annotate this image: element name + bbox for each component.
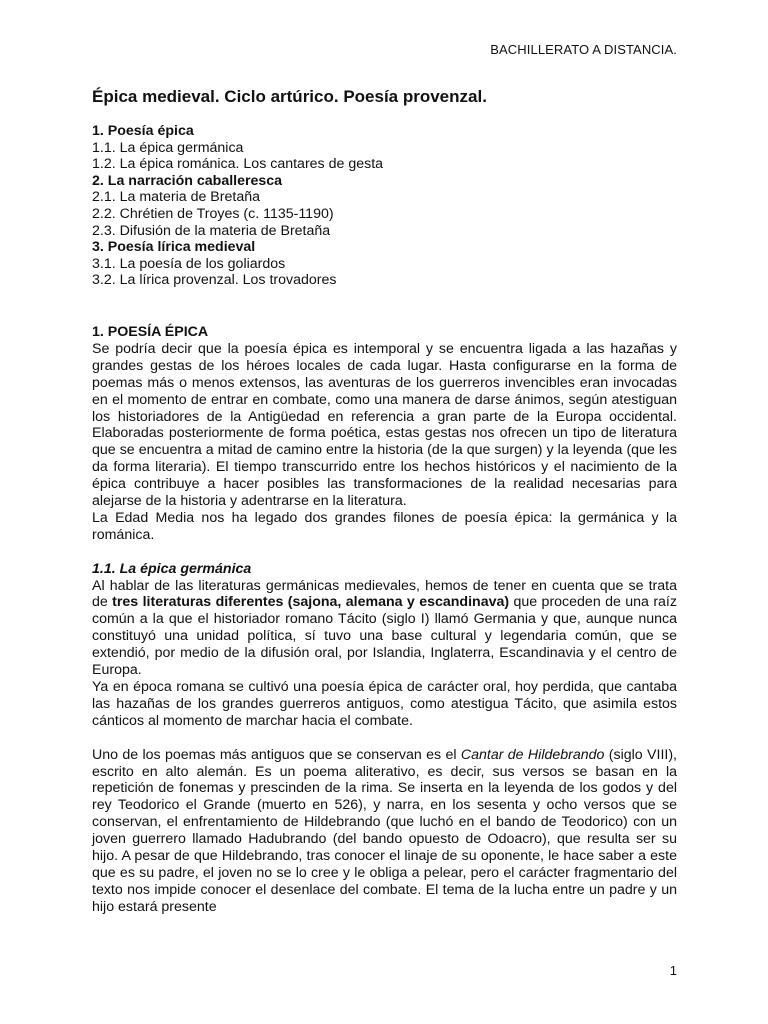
paragraph: Se podría decir que la poesía épica es intemporal y se encuentra ligada a las hazañas y grandes gestas de los héroes locales de cada lugar. Hasta configurarse en la forma de poemas más o menos extensos, las aventuras de los guerreros invencibles eran invocadas en el momento de entrar en combate, como una manera de darse ánimos, según atestiguan los historiadores de la Antigüedad en referencia a gran parte de la Europa occidental. Elaboradas posteriormente de forma poética, estas gestas nos ofrecen un tipo de literatura que se encuentra a mitad de camino entre la historia (de la que surgen) y la leyenda (que les da forma literaria). El tiempo transcurrido entre los hechos históricos y el nacimiento de la épica contribuye a hacer posibles las transformaciones de la realidad necesarias para alejarse de la historia y adentrarse en la literatura. (92, 340, 677, 510)
paragraph-spacer (92, 730, 677, 747)
paragraph-text: Al hablar de las literaturas germánicas medievales, hemos de tener en cuenta que se trata de (92, 577, 677, 611)
toc-item: 3.2. La lírica provenzal. Los trovadores (92, 272, 337, 289)
emphasis-bold: tres literaturas diferentes (sajona, alemana y escandinava) (112, 594, 510, 611)
paragraph: La Edad Media nos ha legado dos grandes filones de poesía épica: la germánica y la románica. (92, 509, 677, 543)
paragraph-text: que proceden de una raíz común a la que el historiador romano Tácito (siglo I) llamó Germania y que, aunque nunca constituyó una unidad política, sí tuvo una base cultural y legendaria común, que se extendió, por medio de la difusión oral, por Islandia, Inglaterra, Escandinavia y el centro de Europa. (92, 594, 677, 679)
toc-item: 1.2. La épica románica. Los cantares de gesta (92, 156, 384, 173)
page-number: 1 (669, 963, 677, 978)
toc-item: 1.1. La épica germánica (92, 139, 244, 156)
subsection-heading: 1.1. La épica germánica (92, 560, 252, 577)
paragraph-text: (siglo VIII), escrito en alto alemán. Es un poema aliterativo, es decir, sus versos se basan en la repetición de fonemas y prescinden de la rima. Se inserta en la leyenda de los godos y del rey Teodorico el Grande (muerto en 526), y narra, en los sesenta y ocho versos que se conservan, el enfrentamiento de Hildebrando (que luchó en el bando de Teodorico) con un joven guerrero llamado Hadubrando (del bando opuesto de Odoacro), que resulta ser su hijo. A pesar de que Hildebrando, tras conocer el linaje de su oponente, le hace saber a este que es su padre, el joven no se lo cree y le obliga a pelear, pero el carácter fragmentario del texto nos impide conocer el desenlace del combate. El tema de la lucha entre un padre y un hijo estará presente (92, 746, 677, 915)
paragraph: Ya en época romana se cultivó una poesía épica de carácter oral, hoy perdida, que cantaba las hazañas de los grandes guerreros antiguos, como atestigua Tácito, que asimila estos cánticos al momento de marchar hacia el combate. (92, 679, 677, 729)
work-title: Cantar de Hildebrando (460, 746, 605, 763)
toc-item: 2.1. La materia de Bretaña (92, 189, 260, 206)
running-header: BACHILLERATO A DISTANCIA. (490, 42, 677, 57)
paragraph (92, 578, 677, 679)
document-body (92, 324, 677, 916)
toc-item: 2. La narración caballeresca (92, 172, 283, 189)
paragraph-text: Uno de los poemas más antiguos que se conservan es el (92, 746, 461, 763)
toc-item: 2.2. Chrétien de Troyes (c. 1135-1190) (92, 205, 334, 222)
paragraph (92, 747, 677, 916)
table-of-contents (92, 123, 677, 289)
toc-item: 2.3. Difusión de la materia de Bretaña (92, 222, 331, 239)
document-title: Épica medieval. Ciclo artúrico. Poesía provenzal. (92, 87, 487, 106)
toc-item: 1. Poesía épica (92, 123, 194, 139)
section-heading: 1. POESÍA ÉPICA (92, 324, 209, 340)
toc-item: 3.1. La poesía de los goliardos (92, 255, 286, 272)
toc-item: 3. Poesía lírica medieval (92, 239, 256, 256)
paragraph-spacer (92, 544, 677, 561)
